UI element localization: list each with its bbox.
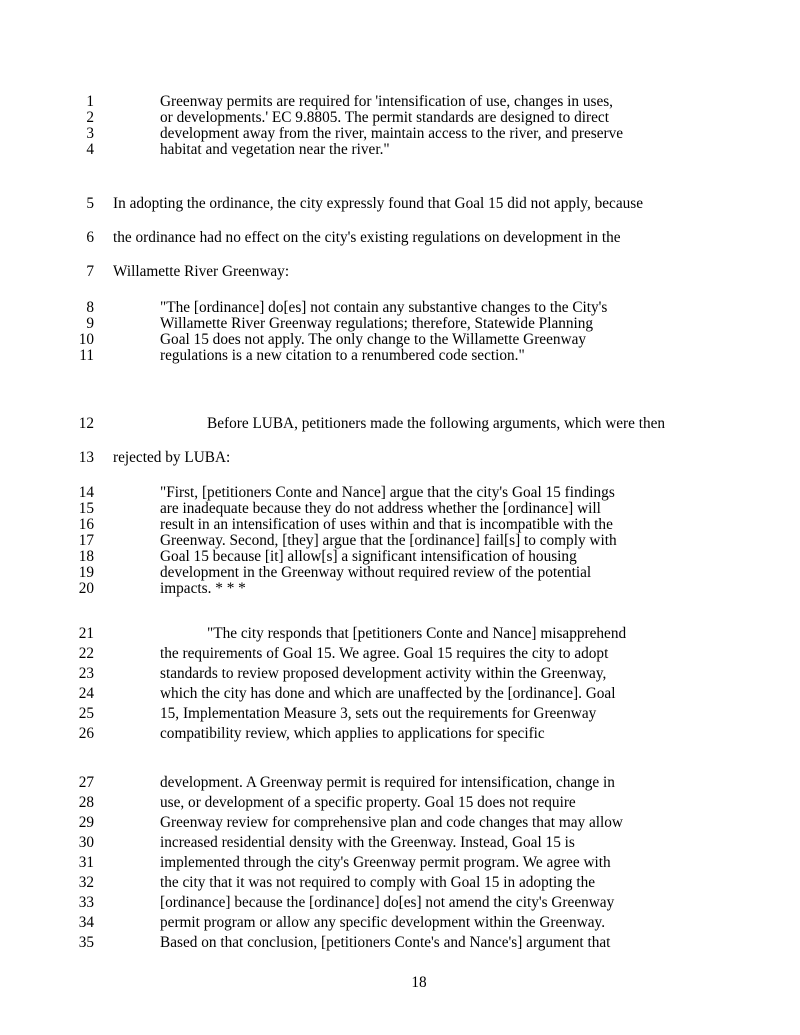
line-text: use, or development of a specific property. Goal 15 does not require bbox=[160, 794, 576, 811]
line-number: 34 bbox=[78, 914, 94, 931]
document-line bbox=[0, 814, 800, 832]
document-line bbox=[0, 914, 800, 932]
document-line bbox=[0, 229, 800, 247]
line-text: Willamette River Greenway: bbox=[113, 263, 290, 280]
document-line bbox=[0, 774, 800, 792]
line-number: 6 bbox=[86, 229, 94, 246]
document-line bbox=[0, 794, 800, 812]
document-line bbox=[0, 415, 800, 433]
line-number: 17 bbox=[78, 532, 94, 549]
line-text: "First, [petitioners Conte and Nance] argue that the city's Goal 15 findings bbox=[160, 484, 615, 501]
line-text: increased residential density with the Greenway. Instead, Goal 15 is bbox=[160, 834, 575, 851]
line-number: 25 bbox=[78, 705, 94, 722]
document-line bbox=[0, 834, 800, 852]
line-number: 12 bbox=[78, 415, 94, 432]
line-text: result in an intensification of uses within and that is incompatible with the bbox=[160, 516, 613, 533]
line-text: [ordinance] because the [ordinance] do[es] not amend the city's Greenway bbox=[160, 894, 615, 911]
line-number: 22 bbox=[78, 645, 94, 662]
line-text: 15, Implementation Measure 3, sets out the requirements for Greenway bbox=[160, 705, 597, 722]
line-number: 9 bbox=[86, 315, 94, 332]
line-text: impacts. * * * bbox=[160, 580, 246, 597]
line-text: development. A Greenway permit is required for intensification, change in bbox=[160, 774, 615, 791]
line-text: Greenway permits are required for 'intensification of use, changes in uses, bbox=[160, 93, 614, 110]
line-text: the requirements of Goal 15. We agree. Goal 15 requires the city to adopt bbox=[160, 645, 609, 662]
document-line bbox=[0, 625, 800, 643]
line-text: which the city has done and which are unaffected by the [ordinance]. Goal bbox=[160, 685, 616, 702]
document-line bbox=[0, 854, 800, 872]
line-text: standards to review proposed development activity within the Greenway, bbox=[160, 665, 607, 682]
line-text: the ordinance had no effect on the city's existing regulations on development in the bbox=[113, 229, 621, 246]
line-number: 3 bbox=[86, 125, 94, 142]
document-line bbox=[0, 894, 800, 912]
line-number: 23 bbox=[78, 665, 94, 682]
line-text: "The city responds that [petitioners Conte and Nance] misapprehend bbox=[207, 625, 627, 642]
document-line bbox=[0, 874, 800, 892]
line-number: 35 bbox=[78, 934, 94, 951]
line-text: Greenway. Second, [they] argue that the [ordinance] fail[s] to comply with bbox=[160, 532, 617, 549]
line-text: Based on that conclusion, [petitioners Conte's and Nance's] argument that bbox=[160, 934, 611, 951]
line-number: 21 bbox=[78, 625, 94, 642]
line-number: 10 bbox=[78, 331, 94, 348]
line-text: the city that it was not required to comply with Goal 15 in adopting the bbox=[160, 874, 596, 891]
line-number: 30 bbox=[78, 834, 94, 851]
line-text: implemented through the city's Greenway permit program. We agree with bbox=[160, 854, 611, 871]
line-text: permit program or allow any specific development within the Greenway. bbox=[160, 914, 606, 931]
line-text: compatibility review, which applies to applications for specific bbox=[160, 725, 545, 742]
line-text: development in the Greenway without required review of the potential bbox=[160, 564, 592, 581]
line-number: 1 bbox=[86, 93, 94, 110]
document-line bbox=[0, 665, 800, 683]
line-number: 24 bbox=[78, 685, 94, 702]
document-line bbox=[0, 705, 800, 723]
line-number: 2 bbox=[86, 109, 94, 126]
document-line bbox=[0, 141, 800, 159]
line-text: Before LUBA, petitioners made the following arguments, which were then bbox=[207, 415, 666, 432]
line-text: habitat and vegetation near the river." bbox=[160, 141, 390, 158]
line-number: 32 bbox=[78, 874, 94, 891]
line-text: "The [ordinance] do[es] not contain any substantive changes to the City's bbox=[160, 299, 608, 316]
line-text: development away from the river, maintain access to the river, and preserve bbox=[160, 125, 624, 142]
document-line bbox=[0, 685, 800, 703]
line-text: regulations is a new citation to a renumbered code section." bbox=[160, 347, 525, 364]
document-line bbox=[0, 263, 800, 281]
page-number: 18 bbox=[411, 974, 427, 991]
line-number: 28 bbox=[78, 794, 94, 811]
line-number: 13 bbox=[78, 449, 94, 466]
line-number: 26 bbox=[78, 725, 94, 742]
line-number: 4 bbox=[86, 141, 94, 158]
line-number: 31 bbox=[78, 854, 94, 871]
document-line bbox=[0, 449, 800, 467]
line-text: or developments.' EC 9.8805. The permit standards are designed to direct bbox=[160, 109, 609, 126]
line-number: 16 bbox=[78, 516, 94, 533]
line-number: 15 bbox=[78, 500, 94, 517]
line-number: 27 bbox=[78, 774, 94, 791]
line-number: 33 bbox=[78, 894, 94, 911]
line-text: are inadequate because they do not address whether the [ordinance] will bbox=[160, 500, 601, 517]
line-number: 5 bbox=[86, 195, 94, 212]
line-number: 14 bbox=[78, 484, 94, 501]
document-line bbox=[0, 725, 800, 743]
line-number: 20 bbox=[78, 580, 94, 597]
document-line bbox=[0, 934, 800, 952]
document-line bbox=[0, 580, 800, 598]
document-line bbox=[0, 645, 800, 663]
line-text: In adopting the ordinance, the city expressly found that Goal 15 did not apply, because bbox=[113, 195, 644, 212]
line-text: rejected by LUBA: bbox=[113, 449, 231, 466]
line-number: 18 bbox=[78, 548, 94, 565]
line-number: 29 bbox=[78, 814, 94, 831]
line-text: Goal 15 does not apply. The only change to the Willamette Greenway bbox=[160, 331, 587, 348]
line-text: Goal 15 because [it] allow[s] a significant intensification of housing bbox=[160, 548, 577, 565]
line-number: 11 bbox=[79, 347, 94, 364]
document-line bbox=[0, 347, 800, 365]
line-number: 8 bbox=[86, 299, 94, 316]
line-number: 19 bbox=[78, 564, 94, 581]
line-text: Greenway review for comprehensive plan and code changes that may allow bbox=[160, 814, 623, 831]
document-line bbox=[0, 195, 800, 213]
line-number: 7 bbox=[86, 263, 94, 280]
line-text: Willamette River Greenway regulations; therefore, Statewide Planning bbox=[160, 315, 594, 332]
